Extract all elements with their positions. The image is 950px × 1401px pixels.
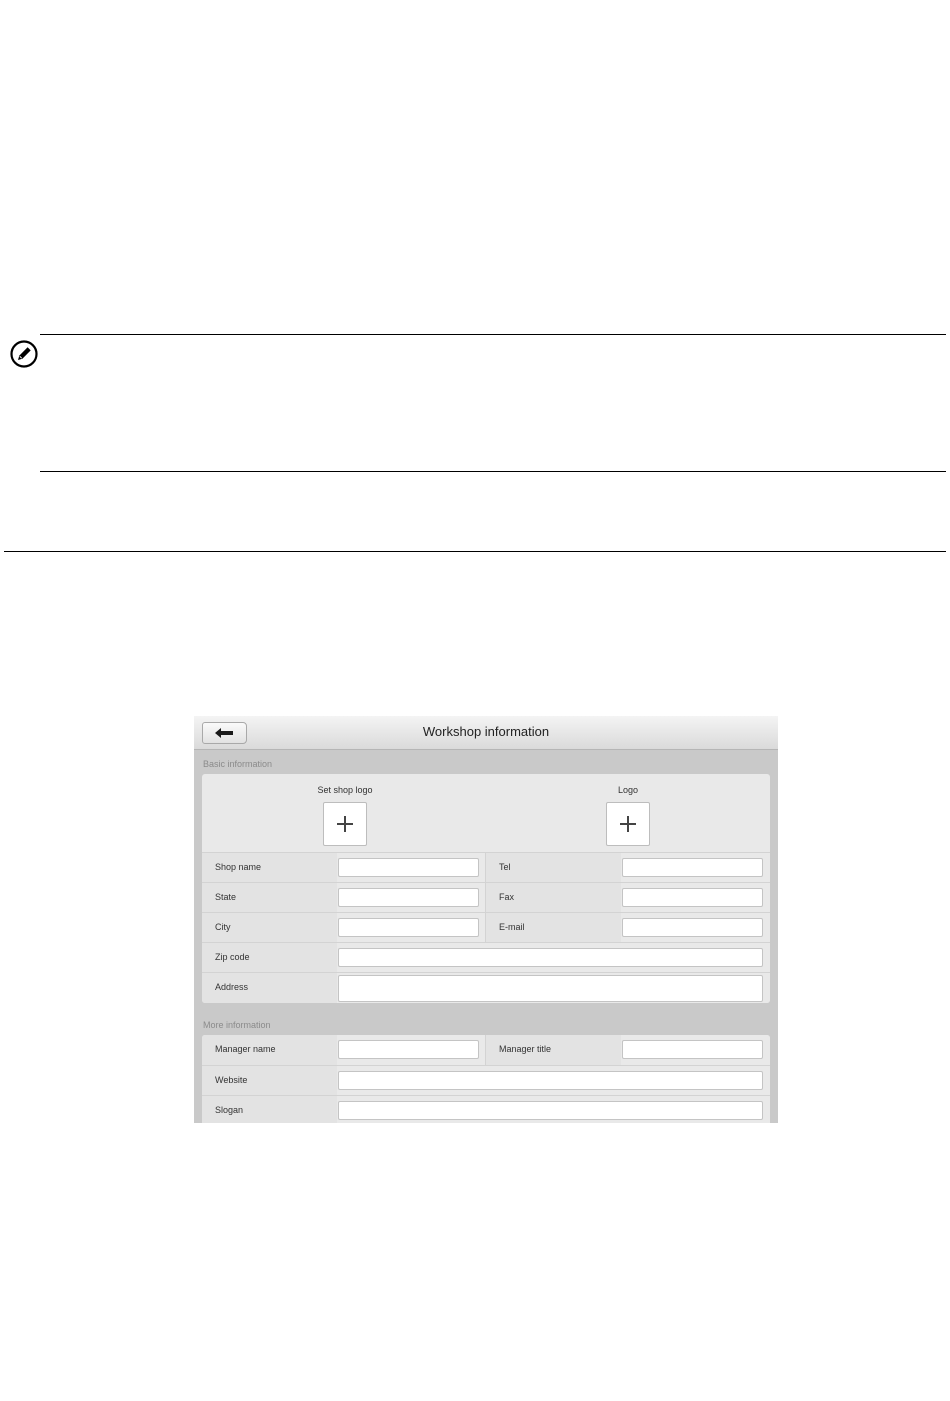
form-row [202, 1035, 770, 1065]
shop-name-field[interactable] [338, 858, 479, 877]
set-shop-logo-button[interactable] [323, 802, 367, 846]
set-shop-logo-label: Set shop logo [317, 785, 373, 795]
more-information-panel [202, 1035, 770, 1123]
title-bar [194, 716, 778, 750]
manager-title-field[interactable] [622, 1040, 763, 1059]
page-title: Workshop information [422, 724, 550, 739]
slogan-field[interactable] [338, 1101, 763, 1120]
state-label: State [215, 892, 237, 902]
city-label: City [215, 922, 231, 932]
section-rule [4, 551, 946, 552]
form-row [202, 1095, 770, 1123]
plus-icon [335, 814, 355, 834]
manager-name-label: Manager name [215, 1044, 276, 1054]
form-row [202, 942, 770, 973]
email-field[interactable] [622, 918, 763, 937]
form-row [202, 972, 770, 1003]
manager-name-field[interactable] [338, 1040, 479, 1059]
city-field[interactable] [338, 918, 479, 937]
basic-information-label: Basic information [203, 759, 273, 769]
pencil-note-icon [9, 339, 39, 369]
address-field[interactable] [338, 975, 763, 1002]
tel-field[interactable] [622, 858, 763, 877]
website-field[interactable] [338, 1071, 763, 1090]
form-row [202, 852, 770, 883]
state-field[interactable] [338, 888, 479, 907]
note-bottom-rule [40, 471, 946, 472]
website-label: Website [215, 1075, 248, 1085]
note-top-rule [40, 334, 946, 335]
zip-code-field[interactable] [338, 948, 763, 967]
manager-title-label: Manager title [499, 1044, 552, 1054]
logo-add-button[interactable] [606, 802, 650, 846]
form-row [202, 882, 770, 913]
basic-information-panel [202, 774, 770, 1003]
email-label: E-mail [499, 922, 525, 932]
fax-label: Fax [499, 892, 515, 902]
logo-label: Logo [617, 785, 639, 795]
form-row [202, 1065, 770, 1096]
address-label: Address [215, 982, 249, 992]
shop-name-label: Shop name [215, 862, 262, 872]
fax-field[interactable] [622, 888, 763, 907]
workshop-info-screen [194, 716, 778, 1123]
plus-icon [618, 814, 638, 834]
more-information-label: More information [203, 1020, 271, 1030]
form-row [202, 912, 770, 943]
tel-label: Tel [499, 862, 511, 872]
zip-code-label: Zip code [215, 952, 250, 962]
slogan-label: Slogan [215, 1105, 244, 1115]
